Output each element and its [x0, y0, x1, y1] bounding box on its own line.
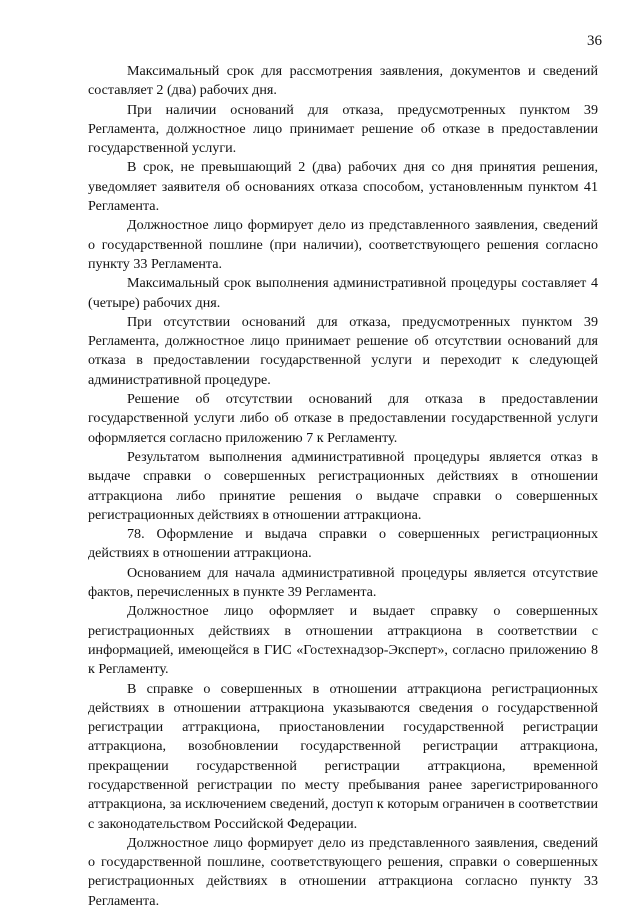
paragraph-8: Результатом выполнения административной процедуры является отказ в выдаче справки о совершенных регистрационных действиях в отношении аттракциона либо принятие решения о выдаче справки о совершенных регистрационных действиях в отношении аттракциона. [88, 448, 598, 523]
paragraph-6: При отсутствии оснований для отказа, предусмотренных пунктом 39 Регламента, должностное лицо принимает решение об отсутствии оснований для отказа в предоставлении государственной услуги и переходит к следующей административной процедуре. [88, 313, 598, 388]
paragraph-13: Должностное лицо формирует дело из представленного заявления, сведений о государственной пошлине, соответствующего решения, справки о совершенных регистрационных действиях в отношении аттракциона согласно пункту 33 Регламента. [88, 834, 598, 909]
paragraph-3: В срок, не превышающий 2 (два) рабочих дня со дня принятия решения, уведомляет заявителя об основаниях отказа способом, установленным пунктом 41 Регламента. [88, 159, 598, 215]
section-78-heading: 78. Оформление и выдача справки о совершенных регистрационных действиях в отношении аттракциона. [88, 526, 598, 562]
paragraph-12: В справке о совершенных в отношении аттракциона регистрационных действиях в отношении аттракциона указываются сведения о государственной регистрации аттракциона, приостановлении государственной регистрации аттракциона, возобновлении государственной регистрации аттракциона, прекращении государственной регистрации аттракциона, временной государственной регистрации по месту пребывания ранее зарегистрированного аттракциона, за исключением сведений, доступ к которым ограничен в соответствии с законодательством Российской Федерации. [88, 680, 598, 832]
paragraph-5: Максимальный срок выполнения административной процедуры составляет 4 (четыре) рабочих дня. [88, 275, 598, 311]
page-number: 36 [587, 33, 602, 49]
paragraph-11: Должностное лицо оформляет и выдает справку о совершенных регистрационных действиях в отношении аттракциона в соответствии с информацией, имеющейся в ГИС «Гостехнадзор-Эксперт», согласно приложению 8 к Регламенту. [88, 603, 598, 678]
paragraph-4: Должностное лицо формирует дело из представленного заявления, сведений о государственной пошлине (при наличии), соответствующего решения согласно пункту 33 Регламента. [88, 217, 598, 272]
paragraph-2: При наличии оснований для отказа, предусмотренных пунктом 39 Регламента, должностное лицо принимает решение об отказе в предоставлении государственной услуги. [88, 101, 598, 157]
paragraph-7: Решение об отсутствии оснований для отказа в предоставлении государственной услуги либо об отказе в предоставлении государственной услуги оформляется согласно приложению 7 к Регламенту. [88, 391, 598, 446]
document-body [88, 62, 598, 911]
paragraph-10: Основанием для начала административной процедуры является отсутствие фактов, перечисленных в пункте 39 Регламента. [88, 564, 598, 601]
paragraph-1: Максимальный срок для рассмотрения заявления, документов и сведений составляет 2 (два) рабочих дня. [88, 63, 598, 99]
